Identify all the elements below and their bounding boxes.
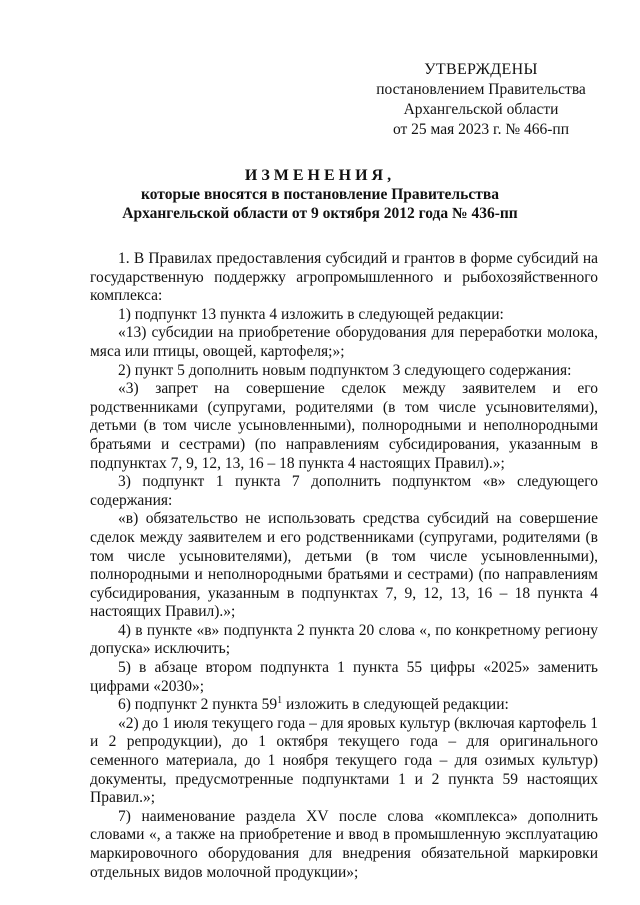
approval-line: Архангельской области: [403, 101, 559, 118]
list-item: 4) в пункте «в» подпункта 2 пункта 20 слова «, по конкретному региону допуска» исключить;: [90, 621, 598, 658]
superscript: 1: [277, 695, 283, 707]
approval-heading: УТВЕРЖДЕНЫ: [424, 61, 538, 78]
title-line: Архангельской области от 9 октября 2012 года № 436-пп: [122, 205, 518, 222]
approval-stamp: [360, 60, 602, 140]
document-body: [90, 250, 598, 882]
paragraph: 1. В Правилах предоставления субсидий и грантов в форме субсидий на государственную поддержку агропромышленного и рыбохозяйственного комплекса:: [90, 250, 598, 305]
list-item: 7) наименование раздела XV после слова «комплекса» дополнить словами «, а также на приобретение и ввод в промышленную эксплуатацию маркировочного оборудования для внедрения обязательной маркировки отдельных видов молочной продукции»;: [90, 807, 598, 881]
quoted-text: «в) обязательство не использовать средства субсидий на совершение сделок между заявителем и его родственниками (супругами, родителями (в том числе усыновителями), детьми (в том числе усыновленными), полнородными и неполнородными братьями и сестрами) (по направлениям субсидирования, указанным в подпунктах 7, 9, 12, 13, 16 – 18 пункта 4 настоящих Правил).»;: [90, 510, 598, 621]
title-main: ИЗМЕНЕНИЯ,: [244, 167, 396, 184]
list-item: 3) подпункт 1 пункта 7 дополнить подпунктом «в» следующего содержания:: [90, 473, 598, 509]
quoted-text: «2) до 1 июля текущего года – для яровых культур (включая картофель 1 и 2 репродукции), до 1 октября текущего года – для оригинального семенного материала, до 1 ноября текущего года – для озимых культур) документы, предусмотренные подпунктами 1 и 2 пункта 59 настоящих Правил.»;: [90, 714, 598, 807]
list-item-text: 6) подпункт 2 пункта 59: [118, 696, 278, 714]
approval-date: от 25 мая 2023 г. № 466-пп: [392, 121, 570, 138]
list-item: 1) подпункт 13 пункта 4 изложить в следующей редакции:: [118, 305, 504, 323]
quoted-text: «13) субсидии на приобретение оборудования для переработки молока, мяса или птицы, овощей, картофеля;»;: [90, 324, 598, 360]
list-item: 2) пункт 5 дополнить новым подпунктом 3 следующего содержания:: [118, 361, 572, 379]
title-line: которые вносятся в постановление Правительства: [141, 186, 499, 203]
approval-line: постановлением Правительства: [376, 81, 586, 98]
list-item-text: изложить в следующей редакции:: [282, 696, 509, 714]
quoted-text: «3) запрет на совершение сделок между заявителем и его родственниками (супругами, родителями (в том числе усыновителями), детьми (в том числе усыновленными), полнородными и неполнородными братьями и сестрами) (по направлениям субсидирования, указанным в подпунктах 7, 9, 12, 13, 16 – 18 пункта 4 настоящих Правил).»;: [90, 380, 598, 472]
document-title: [40, 166, 600, 223]
list-item: 5) в абзаце втором подпункта 1 пункта 55 цифры «2025» заменить цифрами «2030»;: [90, 659, 598, 695]
list-item: [90, 696, 598, 715]
